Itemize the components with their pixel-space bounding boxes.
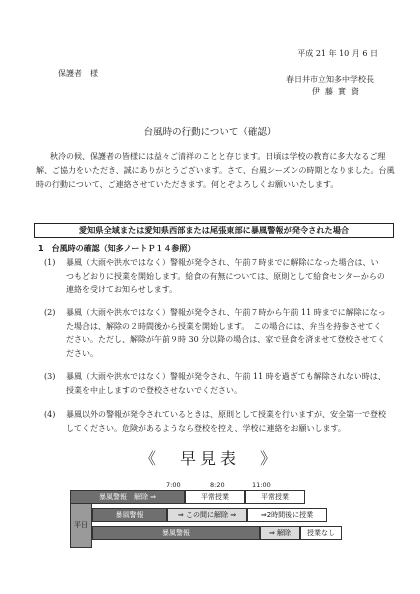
school-name: 春日井市立知多中学校長 xyxy=(286,75,374,84)
row2-lifted-cell: ⇒ この間に解除 ⇒ xyxy=(167,508,247,522)
row3-lifted-cell: ⇒ 解除 xyxy=(260,526,300,540)
row2-warning-cell: 暴風警報 xyxy=(92,508,167,522)
intro-paragraph: 秋冷の候、保護者の皆様には益々ご清祥のことと存じます。日頃は学校の教育に多大なるご理解、ご協力をいただき、誠にありがとうございます。さて、台風シーズンの時期となりました。台風時の行動について、ご連絡させていただきます。何とぞよろしくお願いいたします。 xyxy=(36,152,395,189)
list-item xyxy=(46,370,386,397)
item-number: (4) xyxy=(44,410,56,419)
condition-banner: 愛知県全域または愛知県西部または尾張東部に暴風警報が発令された場合 xyxy=(34,223,394,238)
list-item xyxy=(46,306,386,360)
item-text: 暴風（大雨や洪水ではなく）警報が発令され、午前 11 時を過ぎても解除されない時は、授業を中止しますので登校させないでください。 xyxy=(66,372,386,395)
list-item xyxy=(46,256,386,297)
row3-noclass-cell: 授業なし xyxy=(300,526,342,540)
time-label: 11:00 xyxy=(252,481,271,489)
item-number: (1) xyxy=(44,258,56,267)
item-number: (2) xyxy=(44,308,56,317)
time-label: 7:00 xyxy=(166,481,181,489)
item-text: 暴風以外の警報が発令されているときは、原則として授業を行いますが、安全第一で登校してください。危険があるようなら登校を控え、学校に連絡をお願いします。 xyxy=(66,410,386,433)
document-title: 台風時の行動について（確認） xyxy=(143,127,277,138)
date: 平成 21 年 10 月 6 日 xyxy=(297,49,378,58)
item-text: 暴風（大雨や洪水ではなく）警報が発令され、午前７時から午前 11 時までに解除になった場合は、解除の２時間後から授業を開始します。 この場合には、弁当を持参させてください。ただし、解除が午前９時 30 分以降の場合は、家で昼食を済ませて登校させてください。 xyxy=(66,308,386,358)
time-label: 8:20 xyxy=(210,481,225,489)
section-heading: 1 台風時の確認（知多ノートＰ１４参照） xyxy=(38,244,196,253)
principal-name: 伊藤實資 xyxy=(312,87,364,96)
item-number: (3) xyxy=(44,372,56,381)
row2-class-cell: ⇒2時間後に授業 xyxy=(247,508,327,522)
weekday-label: 平日 xyxy=(70,502,92,548)
row3-warning-cell: 暴風警報 xyxy=(92,526,260,540)
list-item xyxy=(46,408,386,435)
item-text: 暴風（大雨や洪水ではなく）警報が発令され、午前７時までに解除になった場合は、いつもどおりに授業を開始します。給食の有無については、原則として給食センターからの連絡を受けてお知らせします。 xyxy=(66,258,385,294)
quick-reference-title: 《 早見表 》 xyxy=(139,449,280,468)
row1-warning-cell: 暴風警報 解除 ⇒ xyxy=(70,490,185,504)
row1-normal-cell-2: 平常授業 xyxy=(245,490,305,504)
row1-normal-cell: 平常授業 xyxy=(185,490,245,504)
addressee: 保護者 様 xyxy=(58,69,98,78)
